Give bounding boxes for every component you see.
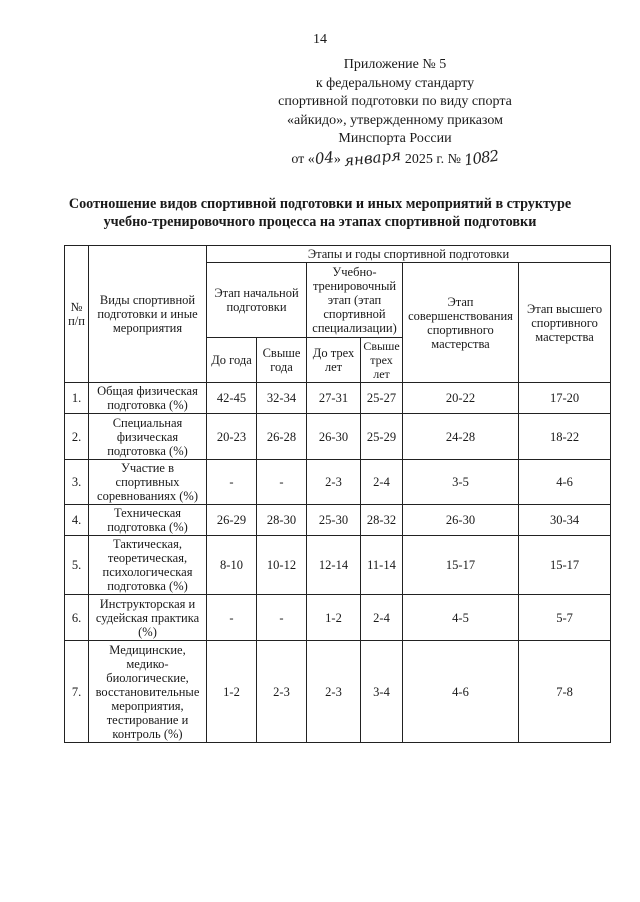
cell-value: 1-2 xyxy=(307,595,361,641)
cell-value: 11-14 xyxy=(361,536,403,595)
header-stage-initial: Этап начальной подготовки xyxy=(207,263,307,338)
row-activity: Инструкторская и судейская практика (%) xyxy=(89,595,207,641)
date-mid: » xyxy=(333,151,345,167)
cell-value: 2-4 xyxy=(361,595,403,641)
header-number: № п/п xyxy=(65,246,89,383)
appendix-line: Приложение № 5 xyxy=(343,57,447,72)
table-row xyxy=(65,536,611,595)
cell-value: 4-6 xyxy=(519,460,611,505)
cell-value: 2-3 xyxy=(307,460,361,505)
table-row xyxy=(65,460,611,505)
cell-value: 5-7 xyxy=(519,595,611,641)
row-activity: Общая физическая подготовка (%) xyxy=(89,383,207,414)
training-ratio-table xyxy=(64,245,611,743)
cell-value: 17-20 xyxy=(519,383,611,414)
title-line: Соотношение видов спортивной подготовки и иных мероприятий в структуре xyxy=(68,196,572,212)
cell-value: - xyxy=(207,460,257,505)
page-number: 14 xyxy=(313,32,327,47)
row-activity: Техническая подготовка (%) xyxy=(89,505,207,536)
row-number: 4. xyxy=(65,505,89,536)
cell-value: 30-34 xyxy=(519,505,611,536)
cell-value: 18-22 xyxy=(519,414,611,460)
table-row xyxy=(65,641,611,743)
cell-value: 8-10 xyxy=(207,536,257,595)
cell-value: 2-3 xyxy=(257,641,307,743)
row-number: 6. xyxy=(65,595,89,641)
handwritten-month: января xyxy=(343,145,403,170)
cell-value: 28-30 xyxy=(257,505,307,536)
appendix-line: Минспорта России xyxy=(338,131,452,146)
table-row xyxy=(65,505,611,536)
cell-value: 26-30 xyxy=(307,414,361,460)
subheader-over-year: Свыше года xyxy=(257,338,307,383)
header-stage-training: Учебно-тренировочный этап (этап спортивной специализации) xyxy=(307,263,403,338)
cell-value: 15-17 xyxy=(403,536,519,595)
cell-value: 27-31 xyxy=(307,383,361,414)
cell-value: 10-12 xyxy=(257,536,307,595)
cell-value: 7-8 xyxy=(519,641,611,743)
row-activity: Специальная физическая подготовка (%) xyxy=(89,414,207,460)
cell-value: 26-29 xyxy=(207,505,257,536)
cell-value: 24-28 xyxy=(403,414,519,460)
date-prefix: от « xyxy=(291,151,315,167)
cell-value: 3-5 xyxy=(403,460,519,505)
cell-value: 32-34 xyxy=(257,383,307,414)
appendix-header xyxy=(230,56,560,169)
row-activity: Медицинские, медико-биологические, восстановительные мероприятия, тестирование и контроль (%) xyxy=(89,641,207,743)
cell-value: 25-30 xyxy=(307,505,361,536)
row-number: 3. xyxy=(65,460,89,505)
cell-value: 28-32 xyxy=(361,505,403,536)
row-activity: Тактическая, теоретическая, психологическая подготовка (%) xyxy=(89,536,207,595)
cell-value: 25-27 xyxy=(361,383,403,414)
cell-value: 4-6 xyxy=(403,641,519,743)
header-activity-type: Виды спортивной подготовки и иные мероприятия xyxy=(89,246,207,383)
appendix-line: спортивной подготовки по виду спорта xyxy=(278,94,512,109)
cell-value: 25-29 xyxy=(361,414,403,460)
cell-value: - xyxy=(257,595,307,641)
cell-value: 26-28 xyxy=(257,414,307,460)
cell-value: 20-23 xyxy=(207,414,257,460)
cell-value: 20-22 xyxy=(403,383,519,414)
date-year: 2025 г. № xyxy=(401,151,465,167)
handwritten-day: 04 xyxy=(313,147,335,168)
cell-value: 4-5 xyxy=(403,595,519,641)
header-stage-highest: Этап высшего спортивного мастерства xyxy=(519,263,611,383)
row-number: 1. xyxy=(65,383,89,414)
subheader-over-three: Свыше трех лет xyxy=(361,338,403,383)
row-activity: Участие в спортивных соревнованиях (%) xyxy=(89,460,207,505)
table-row xyxy=(65,595,611,641)
subheader-up-to-three: До трех лет xyxy=(307,338,361,383)
cell-value: 2-3 xyxy=(307,641,361,743)
appendix-line: к федеральному стандарту xyxy=(315,75,475,91)
cell-value: 26-30 xyxy=(403,505,519,536)
handwritten-order-number: 1082 xyxy=(463,146,500,169)
appendix-line: «айкидо», утвержденному приказом xyxy=(287,112,503,128)
subheader-up-to-year: До года xyxy=(207,338,257,383)
title-line: учебно-тренировочного процесса на этапах спортивной подготовки xyxy=(103,214,537,230)
row-number: 7. xyxy=(65,641,89,743)
cell-value: 15-17 xyxy=(519,536,611,595)
table-row xyxy=(65,383,611,414)
cell-value: - xyxy=(257,460,307,505)
row-number: 5. xyxy=(65,536,89,595)
row-number: 2. xyxy=(65,414,89,460)
header-stages-group: Этапы и годы спортивной подготовки xyxy=(207,246,611,263)
cell-value: 3-4 xyxy=(361,641,403,743)
header-stage-improvement: Этап совершенствования спортивного мастерства xyxy=(403,263,519,383)
order-date-line xyxy=(230,145,560,170)
cell-value: 42-45 xyxy=(207,383,257,414)
cell-value: 1-2 xyxy=(207,641,257,743)
table-row xyxy=(65,414,611,460)
document-title xyxy=(40,195,600,231)
cell-value: - xyxy=(207,595,257,641)
cell-value: 2-4 xyxy=(361,460,403,505)
cell-value: 12-14 xyxy=(307,536,361,595)
